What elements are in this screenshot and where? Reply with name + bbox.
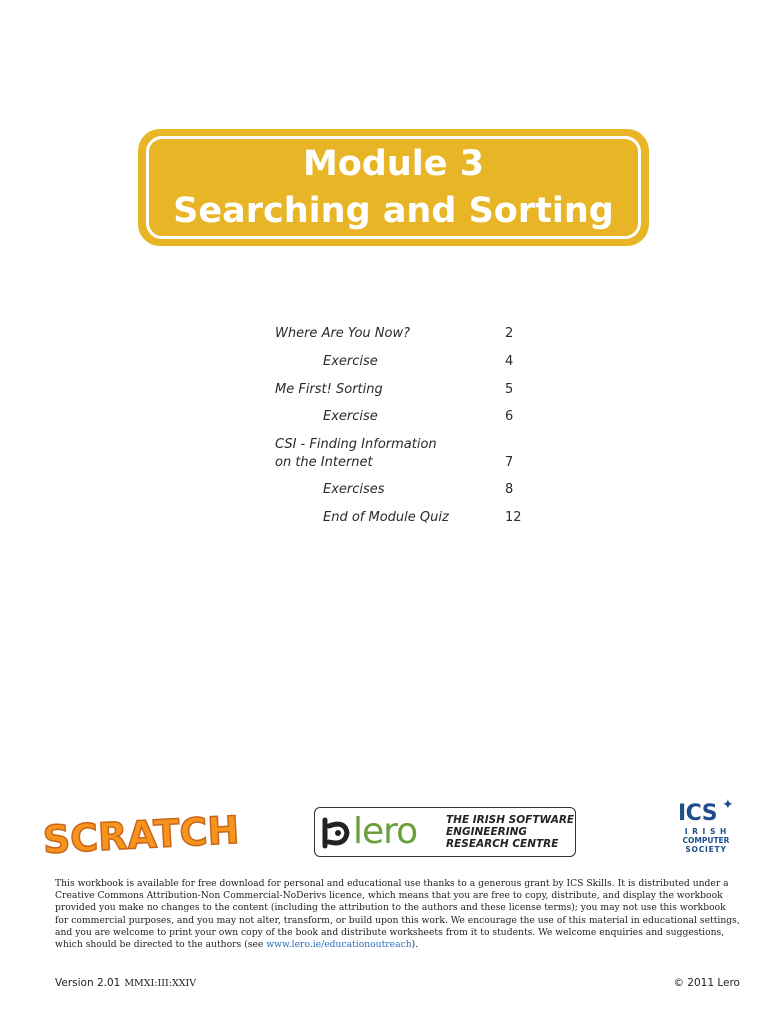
toc-entry-label: Me First! Sorting (275, 382, 383, 397)
toc-entry-page: 7 (505, 455, 514, 470)
toc-entry[interactable] (275, 509, 535, 527)
licence-text: This workbook is available for free download for personal and educational use thanks to a generous grant by ICS Skills. It is distributed under a Creative Commons Attribution-Non Commercial-NoDerivs licence, which means that you are free to copy, distribute, and display the workbook provided you make no changes to the content (including the attribution to the authors and these license terms); you may not use this workbook for commercial purposes, and you may not alter, transform, or build upon this work. We encourage the use of this material in educational settings, and you are welcome to print your own copy of the book and distribute worksheets from it to students. We welcome enquiries and suggestions, which should be directed to the authors (see (55, 878, 740, 951)
scratch-logo (41, 807, 241, 863)
lero-tagline-line: THE IRISH SOFTWARE (446, 814, 575, 826)
version-number: Version 2.01 (55, 977, 121, 989)
lero-symbol-icon (319, 816, 355, 850)
lero-tagline-line: ENGINEERING (446, 826, 528, 838)
toc-entry-label: Exercise (323, 354, 378, 369)
toc-entry-page: 12 (505, 510, 522, 525)
module-title-frame (146, 136, 641, 239)
toc-entry[interactable] (275, 381, 535, 399)
module-title-line1: Module 3 (302, 143, 485, 184)
toc-entry[interactable] (275, 481, 535, 499)
ics-line: I R I S H (684, 827, 728, 836)
toc-entry-label: End of Module Quiz (323, 510, 449, 525)
lero-tagline-line: RESEARCH CENTRE (446, 838, 559, 850)
toc-entry-page: 6 (505, 409, 514, 424)
toc-entry-page: 5 (505, 382, 514, 397)
toc-entry-page: 4 (505, 354, 514, 369)
module-title-line2: Searching and Sorting (173, 190, 614, 231)
ics-line: SOCIETY (685, 845, 727, 854)
scratch-logo-mark (41, 807, 241, 863)
ics-abbreviation: ICS (678, 801, 718, 826)
toc-entry-page: 8 (505, 482, 514, 497)
toc-entry[interactable] (275, 436, 535, 472)
toc-entry-label: Exercises (323, 482, 385, 497)
lero-wordmark: lero (353, 811, 418, 852)
ics-line: COMPUTER (682, 836, 730, 845)
licence-paragraph (55, 878, 741, 951)
toc-entry-label-line1: CSI - Finding Information (275, 437, 437, 452)
toc-entry[interactable] (275, 353, 535, 371)
toc-entry-label: Where Are You Now? (275, 326, 410, 341)
toc-entry[interactable] (275, 325, 535, 343)
toc-entry[interactable] (275, 408, 535, 426)
module-title-banner (138, 129, 649, 246)
ics-logo (670, 797, 742, 860)
copyright-notice: © 2011 Lero (673, 977, 740, 989)
toc-entry-label: Exercise (323, 409, 378, 424)
scratch-logo-text: SCRATCH (41, 807, 241, 863)
star-icon: ✦ (722, 797, 734, 813)
toc-entry-label-line2: on the Internet (275, 455, 373, 470)
version-roman-date: MMXI:III:XXIV (124, 978, 197, 989)
lero-tagline (446, 814, 574, 850)
licence-suffix: ). (411, 939, 419, 951)
footer-version-info (55, 976, 196, 991)
lero-outreach-link[interactable]: www.lero.ie/educationoutreach (266, 939, 412, 951)
lero-logo (314, 807, 576, 857)
toc-entry-page: 2 (505, 326, 514, 341)
